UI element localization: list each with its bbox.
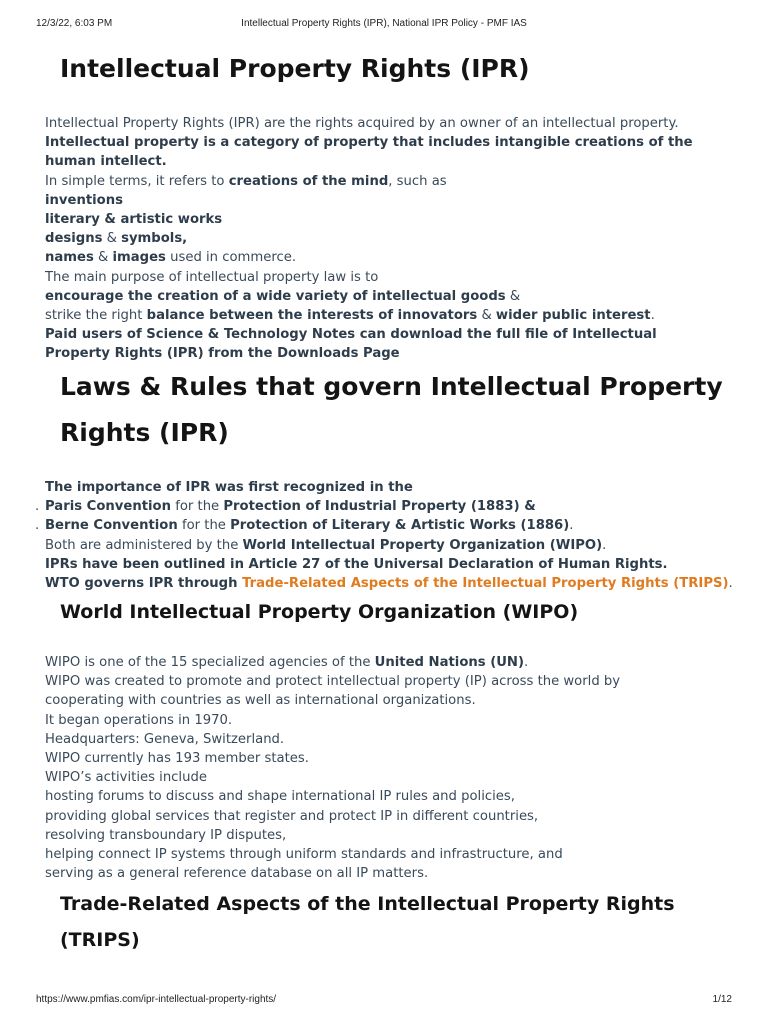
wipo-section xyxy=(45,653,728,883)
section-heading-laws: Laws & Rules that govern Intellectual Property Rights (IPR) xyxy=(60,372,723,447)
print-timestamp: 12/3/22, 6:03 PM xyxy=(36,18,113,29)
page-number: 1/12 xyxy=(712,994,732,1005)
print-url: https://www.pmfias.com/ipr-intellectual-property-rights/ xyxy=(36,994,277,1005)
print-footer xyxy=(36,994,732,1008)
list-item: inventions xyxy=(45,192,123,208)
intro-line: Intellectual Property Rights (IPR) are the rights acquired by an owner of an intellectual property. xyxy=(45,116,679,131)
section-heading-trips: Trade-Related Aspects of the Intellectual Property Rights (TRIPS) xyxy=(60,893,675,951)
list-item: . Berne Convention for the Protection of Literary & Artistic Works (1886). xyxy=(45,516,728,535)
bullet: . xyxy=(35,499,40,515)
laws-line: The importance of IPR was first recognized in the xyxy=(45,480,413,495)
wipo-line: WIPO was created to promote and protect intellectual property (IP) across the world by xyxy=(45,674,621,690)
trips-link[interactable]: Trade-Related Aspects of the Intellectual Property Rights (TRIPS) xyxy=(242,576,729,592)
section-heading-wipo: World Intellectual Property Organization (WIPO) xyxy=(60,601,579,623)
list-item: hosting forums to discuss and shape international IP rules and policies, xyxy=(45,789,515,805)
laws-line: Both are administered by the World Intellectual Property Organization (WIPO). xyxy=(45,537,607,553)
wipo-line: WIPO is one of the 15 specialized agencies of the United Nations (UN). xyxy=(45,655,529,670)
wipo-line: Headquarters: Geneva, Switzerland. xyxy=(45,731,285,747)
laws-line: WTO governs IPR through Trade-Related Aspects of the Intellectual Property Rights (TRIPS). xyxy=(45,576,733,592)
list-item: helping connect IP systems through uniform standards and infrastructure, and xyxy=(45,847,563,863)
bullet: . xyxy=(35,518,40,534)
intro-section xyxy=(45,114,728,364)
intro-line: In simple terms, it refers to creations of the mind, such as xyxy=(45,173,447,189)
wipo-line: cooperating with countries as well as international organizations. xyxy=(45,693,476,709)
list-item: strike the right balance between the interests of innovators & wider public interest. xyxy=(45,308,655,324)
list-item: literary & artistic works xyxy=(45,212,223,228)
list-item: resolving transboundary IP disputes, xyxy=(45,827,287,843)
laws-section xyxy=(35,478,733,593)
print-page-title: Intellectual Property Rights (IPR), National IPR Policy - PMF IAS xyxy=(241,18,527,29)
list-item: names & images used in commerce. xyxy=(45,250,297,266)
list-item: . Paris Convention for the Protection of Industrial Property (1883) & xyxy=(45,497,728,516)
download-note: Paid users of Science & Technology Notes can download the full file of Intellectual Property Rights (IPR) from the Downloads Page xyxy=(45,327,657,362)
list-item: serving as a general reference database on all IP matters. xyxy=(45,866,429,882)
intro-line: The main purpose of intellectual property law is to xyxy=(45,269,379,285)
wipo-line: WIPO currently has 193 member states. xyxy=(45,751,309,767)
print-header xyxy=(36,18,732,32)
list-item: providing global services that register and protect IP in different countries, xyxy=(45,808,539,824)
page-title: Intellectual Property Rights (IPR) xyxy=(60,54,530,83)
list-item: encourage the creation of a wide variety of intellectual goods & xyxy=(45,288,521,304)
laws-line: IPRs have been outlined in Article 27 of the Universal Declaration of Human Rights. xyxy=(45,556,668,572)
wipo-line: It began operations in 1970. xyxy=(45,712,233,728)
intro-line: Intellectual property is a category of property that includes intangible creations of the human intellect. xyxy=(45,135,693,170)
wipo-line: WIPO’s activities include xyxy=(45,770,207,786)
list-item: designs & symbols, xyxy=(45,231,188,247)
